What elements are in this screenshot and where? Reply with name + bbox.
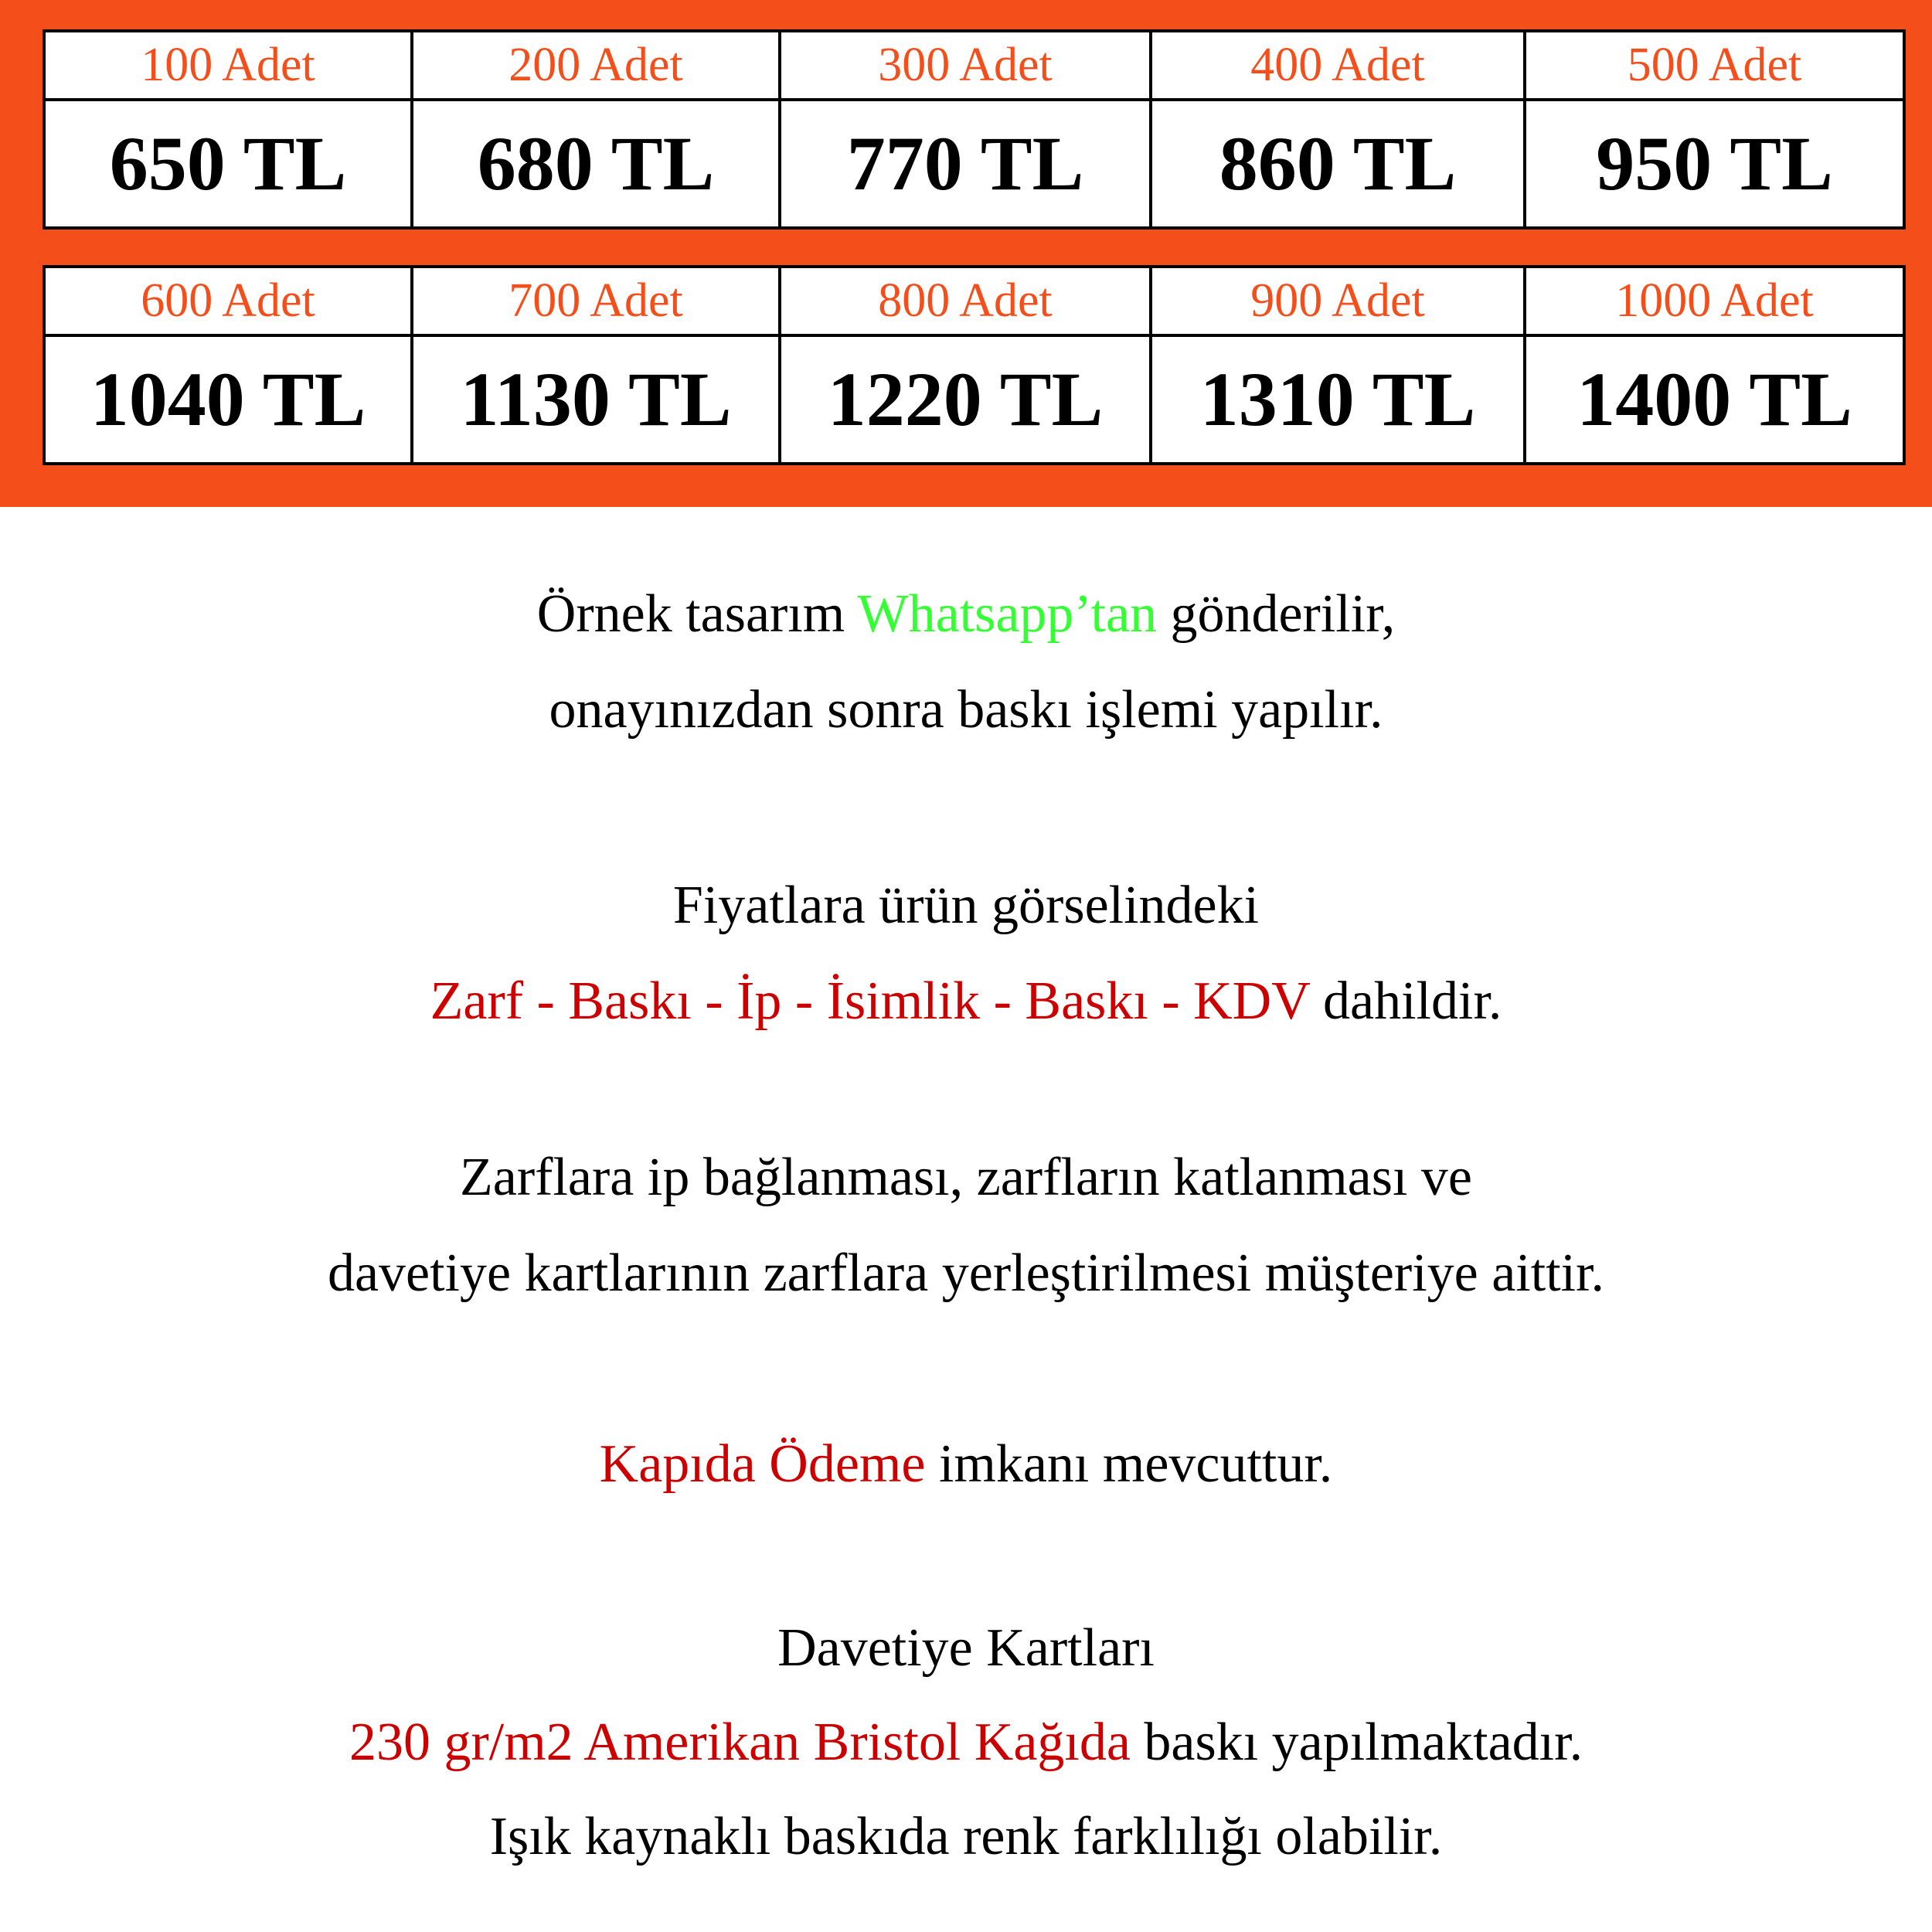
quantity-cell: 500 Adet xyxy=(1525,31,1904,100)
assembly-info-line-1: Zarflara ip bağlanması, zarfların katlanması ve xyxy=(460,1148,1472,1207)
assembly-info-line-2: davetiye kartlarının zarflara yerleştirilmesi müşteriye aittir. xyxy=(327,1243,1605,1303)
price-banner xyxy=(0,0,1932,507)
design-info-line-1 xyxy=(0,566,1932,662)
price-cell: 1400 TL xyxy=(1525,335,1904,464)
quantity-cell: 600 Adet xyxy=(44,267,412,335)
price-cell: 770 TL xyxy=(780,100,1151,228)
price-row xyxy=(44,100,1904,228)
payment-info-line xyxy=(0,1417,1932,1512)
price-row xyxy=(44,335,1904,464)
whatsapp-highlight: Whatsapp’tan xyxy=(857,584,1157,644)
quantity-cell: 700 Adet xyxy=(412,267,780,335)
quantity-row xyxy=(44,267,1904,335)
price-cell: 650 TL xyxy=(44,100,412,228)
payment-text: imkanı mevcuttur. xyxy=(938,1434,1333,1494)
price-table-1 xyxy=(43,29,1906,230)
payment-highlight: Kapıda Ödeme xyxy=(599,1434,926,1494)
price-cell: 1040 TL xyxy=(44,335,412,464)
price-cell: 1310 TL xyxy=(1151,335,1525,464)
quantity-cell: 200 Adet xyxy=(412,31,780,100)
paper-highlight: 230 gr/m2 Amerikan Bristol Kağıda xyxy=(349,1713,1131,1772)
design-text: gönderilir, xyxy=(1170,584,1396,644)
quantity-cell: 800 Adet xyxy=(780,267,1151,335)
included-items-highlight: Zarf - Baskı - İp - İsimlik - Baskı - KDV xyxy=(430,971,1310,1031)
price-cell: 1220 TL xyxy=(780,335,1151,464)
included-text: dahildir. xyxy=(1323,971,1502,1031)
quantity-cell: 900 Adet xyxy=(1151,267,1525,335)
price-cell: 1130 TL xyxy=(412,335,780,464)
cards-info-line-2 xyxy=(0,1696,1932,1790)
quantity-cell: 300 Adet xyxy=(780,31,1151,100)
cards-info xyxy=(0,1601,1932,1884)
quantity-cell: 100 Adet xyxy=(44,31,412,100)
quantity-row xyxy=(44,31,1904,100)
price-table-2 xyxy=(43,265,1906,465)
design-info-line-2: onayınızdan sonra baskı işlemi yapılır. xyxy=(549,680,1383,740)
assembly-info xyxy=(0,1130,1932,1321)
payment-info xyxy=(0,1417,1932,1512)
included-info-line-2 xyxy=(0,954,1932,1049)
included-info-line-1: Fiyatlara ürün görselindeki xyxy=(672,876,1260,935)
design-text: Örnek tasarım xyxy=(536,584,845,644)
cards-info-line-1: Davetiye Kartları xyxy=(777,1618,1155,1678)
price-cell: 950 TL xyxy=(1525,100,1904,228)
design-info xyxy=(0,566,1932,758)
price-cell: 680 TL xyxy=(412,100,780,228)
cards-info-line-3: Işık kaynaklı baskıda renk farklılığı olabilir. xyxy=(489,1807,1443,1866)
quantity-cell: 1000 Adet xyxy=(1525,267,1904,335)
quantity-cell: 400 Adet xyxy=(1151,31,1525,100)
cards-text: baskı yapılmaktadır. xyxy=(1144,1713,1583,1772)
included-info xyxy=(0,858,1932,1049)
price-cell: 860 TL xyxy=(1151,100,1525,228)
